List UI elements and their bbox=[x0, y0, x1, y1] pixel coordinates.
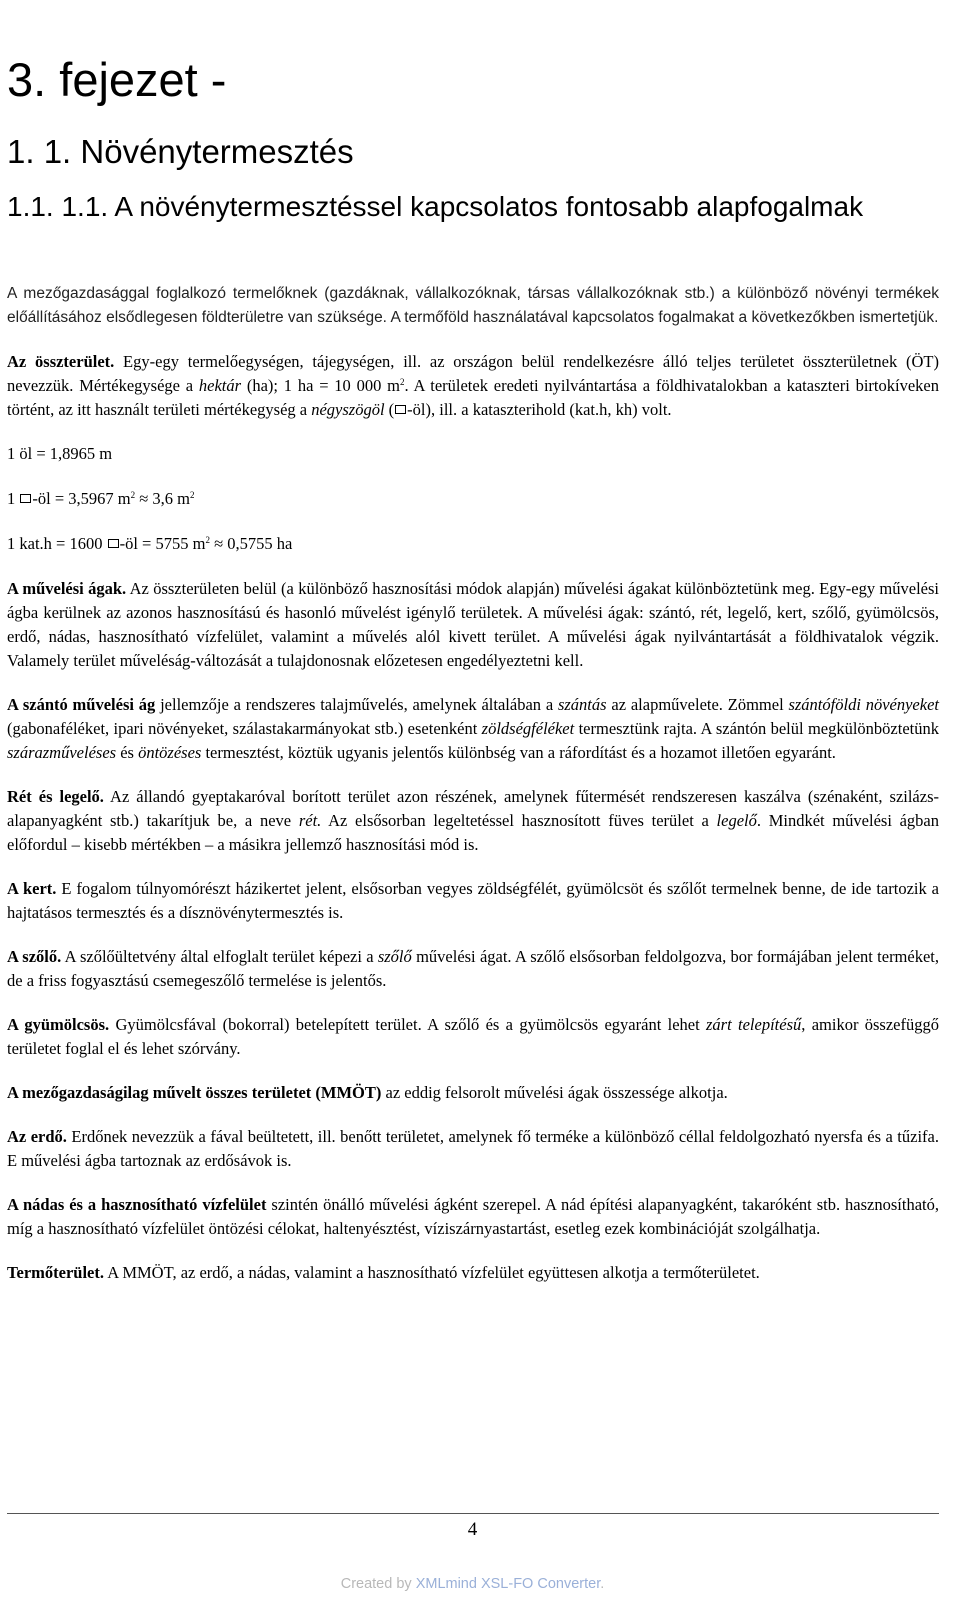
intro-paragraph: A mezőgazdasággal foglalkozó termelőknek (gazdáknak, vállalkozóknak, társas vállalkozóknak stb.) a különböző növényi termékek előállításához elsődlegesen földterületre van szüksége. A termőföld használatával kapcsolatos fogalmakat a következőkben ismertetjük. bbox=[7, 285, 939, 326]
paragraph-muvelesi-agak: A művelési ágak. Az összterületen belül (a különböző hasznosítási módok alapján) művelési ágakat különböztetünk meg. Egy-egy művelési ágba kerülnek az azonos hasznosítású és hasonló művelést igénylő területek. A művelési ágak: szántó, rét, legelő, kert, szőlő, gyümölcsös, erdő, nádas, hasznosítható vízfelület, valamint a művelés alól kivett terület. A művelési ágak nyilvántartását a földhivatalok végzik. Valamely terület műveléság-változását a tulajdonosnak előzetesen engedélyeztetni kell. bbox=[7, 579, 939, 670]
paragraph-nadas: A nádas és a hasznosítható vízfelület szintén önálló művelési ágként szerepel. A nád építési alapanyagként, takaróként stb. hasznosítható, míg a hasznosítható vízfelület öntözési célokat, haltenyésztést, víziszárnyastartást, esetleg ezek kombinációját szolgálhatja. bbox=[7, 1195, 939, 1238]
footer-divider bbox=[7, 1513, 939, 1514]
paragraph-ret-legelo: Rét és legelő. Az állandó gyeptakaróval borított terület azon részének, amelynek fűtermését rendszeresen kaszálva (szénaként, szilázs-alapanyagként stb.) takarítjuk be, a neve rét. Az elsősorban legeltetéssel hasznosított füves terület a legelő. Mindkét művelési ágban előfordul – kisebb mértékben – a másikra jellemző hasznosítási mód is. bbox=[7, 787, 940, 854]
generator-credit: Created by XMLmind XSL-FO Converter. bbox=[340, 1576, 605, 1592]
document-body bbox=[7, 282, 939, 1305]
paragraph-termoterulet: Termőterület. A MMÖT, az erdő, a nádas, valamint a hasznosítható vízfelület együttesen alkotja a termőterületet. bbox=[7, 1263, 760, 1282]
paragraph-erdo: Az erdő. Erdőnek nevezzük a fával beültetett, ill. benőtt területet, amelynek fő terméke a különböző céllal feldolgozható nyersfa és a tűzifa. E művelési ágba tartoznak az erdősávok is. bbox=[7, 1127, 939, 1170]
paragraph-gyumolcsos: A gyümölcsös. Gyümölcsfával (bokorral) betelepített terület. A szőlő és a gyümölcsös egyaránt lehet zárt telepítésű, amikor összefüggő területet foglal el és lehet szórvány. bbox=[7, 1015, 939, 1058]
section-heading: 1. 1. Növénytermesztés bbox=[7, 133, 354, 170]
formula-ol: 1 öl = 1,8965 m bbox=[7, 444, 113, 463]
paragraph-szolo: A szőlő. A szőlőültetvény által elfoglalt terület képezi a szőlő művelési ágat. A szőlő elsősorban feldolgozva, bor formájában jelent terméket, de a friss fogyasztású csemegeszőlő termelése is jelentős. bbox=[7, 947, 940, 990]
term: Az összterület. bbox=[7, 352, 115, 371]
square-symbol-icon bbox=[20, 494, 31, 503]
paragraph-mmot: A mezőgazdaságilag művelt összes területet (MMÖT) az eddig felsorolt művelési ágak összessége alkotja. bbox=[7, 1083, 728, 1102]
paragraph-kert: A kert. E fogalom túlnyomórészt házikertet jelent, elsősorban vegyes zöldségfélét, gyümölcsöt és szőlőt termelnek benne, de ide tartozik a hajtatásos termesztés és a dísznövénytermesztés is. bbox=[7, 879, 939, 922]
formula-negyszogol: 1 -öl = 3,5967 $m^2 \approx 3,6$ $m^2$ bbox=[7, 489, 195, 508]
page-number: 4 bbox=[467, 1519, 478, 1540]
square-symbol-icon bbox=[108, 539, 119, 548]
square-symbol-icon bbox=[395, 405, 406, 414]
credit-link[interactable]: XMLmind XSL-FO Converter bbox=[415, 1576, 601, 1592]
subsection-heading: 1.1. 1.1. A növénytermesztéssel kapcsolatos fontosabb alapfogalmak bbox=[7, 191, 864, 222]
paragraph-szanto: A szántó művelési ág jellemzője a rendszeres talajművelés, amelynek általában a szántás az alapművelete. Zömmel szántóföldi növényeket (gabonaféléket, ipari növényeket, szálastakarmányokat stb.) esetenként zöldségféléket termesztünk rajta. A szántón belül megkülönböztetünk szárazműveléses és öntözéses termesztést, köztük ugyanis jelentős különbség van a ráfordítást és a hozamot illetően egyaránt. bbox=[7, 695, 939, 762]
paragraph-osszterulet: Az összterület. Egy-egy termelőegységen, tájegységen, ill. az országon belül rendelkezésre álló teljes területet összterületnek (ÖT) nevezzük. Mértékegysége a hektár (ha); 1 ha = 10 000 $m^2$. A területek eredeti nyilvántartása a földhivatalokban a kataszteri birtokíveken történt, az itt használt területi mértékegység a négyszögöl ( -öl), ill. a kataszterihold (kat.h, kh) volt. bbox=[7, 352, 939, 419]
chapter-heading: 3. fejezet - bbox=[7, 53, 227, 106]
formula-kataszterihold: 1 kat.h = 1600 -öl = 5755 $m^2 \approx 0,5755$ ha bbox=[7, 534, 293, 553]
